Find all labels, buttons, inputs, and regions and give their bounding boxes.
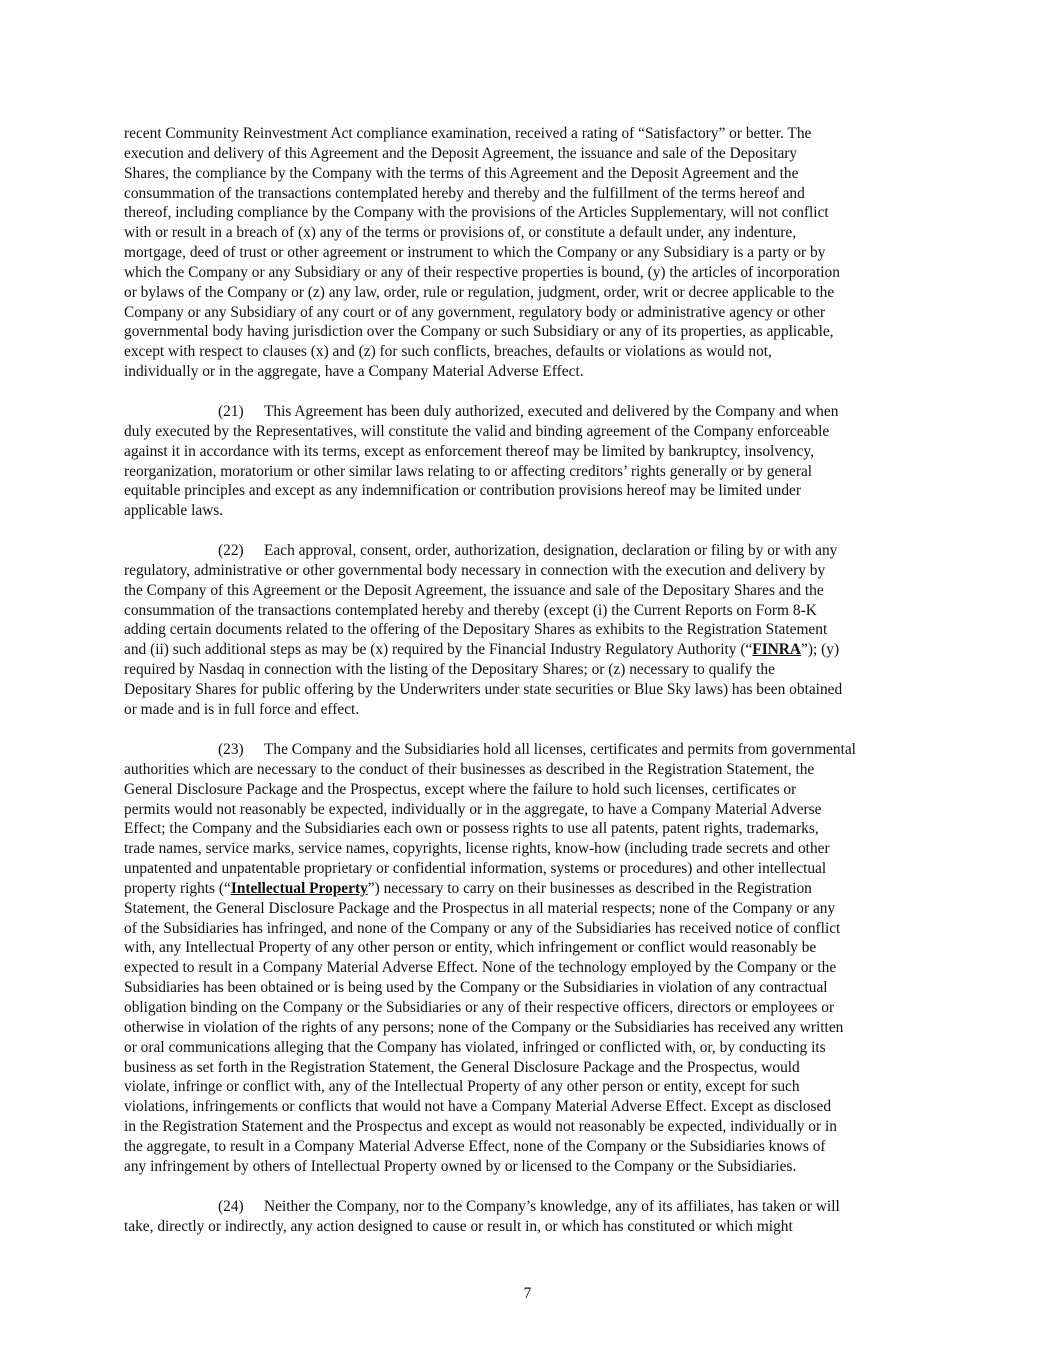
text-line: thereof, including compliance by the Company with the provisions of the Articles Supplementary, will not conflict bbox=[124, 204, 829, 222]
text-line: the aggregate, to result in a Company Material Adverse Effect, none of the Company or the Subsidiaries knows of bbox=[124, 1137, 826, 1155]
text-fragment: and (ii) such additional steps as may be (x) required by the Financial Industry Regulatory Authority (“ bbox=[124, 641, 753, 659]
text-line: Depositary Shares for public offering by the Underwriters under state securities or Blue Sky laws) has been obtained bbox=[124, 680, 843, 698]
text-fragment: ”); (y) bbox=[801, 641, 840, 659]
text-line: permits would not reasonably be expected, individually or in the aggregate, to have a Company Material Adverse bbox=[124, 800, 822, 818]
text-line: with or result in a breach of (x) any of the terms or provisions of, or constitute a default under, any indenture, bbox=[124, 224, 797, 242]
text-line: authorities which are necessary to the conduct of their businesses as described in the Registration Statement, the bbox=[124, 760, 815, 778]
text-line: reorganization, moratorium or other similar laws relating to or affecting creditors’ rights generally or by general bbox=[124, 462, 813, 480]
defined-term-intellectual-property: Intellectual Property bbox=[230, 879, 368, 897]
paragraph-number: (21) bbox=[218, 403, 244, 420]
text-line: recent Community Reinvestment Act compliance examination, received a rating of “Satisfactory” or better. The bbox=[124, 125, 812, 142]
text-fragment: property rights (“ bbox=[124, 879, 231, 897]
text-line: which the Company or any Subsidiary or any of their respective properties is bound, (y) the articles of incorporation bbox=[124, 263, 840, 281]
text-line: equitable principles and except as any indemnification or contribution provisions hereof may be limited under bbox=[124, 482, 801, 500]
text-line: take, directly or indirectly, any action designed to cause or result in, or which has constituted or which might bbox=[124, 1217, 793, 1235]
text-line: obligation binding on the Company or the Subsidiaries or any of their respective officers, directors or employees or bbox=[124, 998, 835, 1016]
text-line: or made and is in full force and effect. bbox=[124, 700, 360, 718]
text-line: Effect; the Company and the Subsidiaries each own or possess rights to use all patents, patent rights, trademarks, bbox=[124, 820, 819, 838]
text-line: regulatory, administrative or other governmental body necessary in connection with the execution and delivery by bbox=[124, 561, 826, 579]
text-line: mortgage, deed of trust or other agreement or instrument to which the Company or any Subsidiary is a party or by bbox=[124, 244, 826, 262]
text-line-content: Each approval, consent, order, authorization, designation, declaration or filing by or with any bbox=[264, 542, 838, 559]
text-fragment: ”) necessary to carry on their businesses as described in the Registration bbox=[367, 879, 812, 897]
text-line: required by Nasdaq in connection with the listing of the Depositary Shares; or (z) necessary to qualify the bbox=[124, 661, 775, 679]
text-line: adding certain documents related to the offering of the Depositary Shares as exhibits to the Registration Statement bbox=[124, 621, 828, 639]
text-line bbox=[124, 1197, 934, 1217]
text-line: with, any Intellectual Property of any other person or entity, which infringement or conflict would reasonably be bbox=[124, 939, 817, 957]
text-line: violate, infringe or conflict with, any of the Intellectual Property of any other person or entity, except for such bbox=[124, 1078, 800, 1096]
paragraph-number: (22) bbox=[218, 542, 244, 559]
text-line: expected to result in a Company Material Adverse Effect. None of the technology employed by the Company or the bbox=[124, 959, 837, 977]
text-line: unpatented and unpatentable proprietary or confidential information, systems or procedures) and other intellectual bbox=[124, 860, 827, 878]
text-line-content: The Company and the Subsidiaries hold all licenses, certificates and permits from governmental bbox=[264, 741, 856, 758]
paragraph-21 bbox=[124, 402, 934, 521]
text-line: except with respect to clauses (x) and (z) for such conflicts, breaches, defaults or violations as would not, bbox=[124, 343, 772, 361]
text-line: or oral communications alleging that the Company has violated, infringed or conflicted with, or, by conducting its bbox=[124, 1038, 826, 1056]
text-line: business as set forth in the Registration Statement, the General Disclosure Package and the Prospectus, would bbox=[124, 1058, 800, 1076]
paragraph-number: (24) bbox=[218, 1198, 244, 1215]
text-line: the Company of this Agreement or the Deposit Agreement, the issuance and sale of the Depositary Shares and the bbox=[124, 581, 824, 599]
text-line: Shares, the compliance by the Company with the terms of this Agreement and the Deposit Agreement and the bbox=[124, 164, 799, 182]
text-line: of the Subsidiaries has infringed, and none of the Company or any of the Subsidiaries has received notice of conflict bbox=[124, 919, 841, 937]
text-line-content: This Agreement has been duly authorized, executed and delivered by the Company and when bbox=[264, 403, 839, 420]
text-line: applicable laws. bbox=[124, 502, 224, 520]
text-line: General Disclosure Package and the Prospectus, except where the failure to hold such licenses, certificates or bbox=[124, 780, 797, 798]
paragraph-24 bbox=[124, 1197, 934, 1237]
text-line: trade names, service marks, service names, copyrights, license rights, know-how (including trade secrets and other bbox=[124, 840, 830, 858]
text-line bbox=[124, 402, 934, 422]
text-line bbox=[124, 541, 934, 561]
text-line: or bylaws of the Company or (z) any law, order, rule or regulation, judgment, order, writ or decree applicable to the bbox=[124, 283, 835, 301]
continuation-paragraph bbox=[124, 124, 934, 382]
paragraph-number: (23) bbox=[218, 741, 244, 758]
paragraph-22 bbox=[124, 541, 934, 720]
paragraph-23 bbox=[124, 740, 934, 1177]
text-line: violations, infringements or conflicts that would not have a Company Material Adverse Effect. Except as disclosed bbox=[124, 1098, 832, 1116]
text-line: Subsidiaries has been obtained or is being used by the Company or the Subsidiaries in violation of any contractual bbox=[124, 979, 828, 997]
text-line: consummation of the transactions contemplated hereby and thereby and the fulfillment of the terms hereof and bbox=[124, 184, 805, 202]
page-number: 7 bbox=[523, 1285, 532, 1302]
text-line-content: Neither the Company, nor to the Company’s knowledge, any of its affiliates, has taken or will bbox=[264, 1198, 840, 1215]
text-line bbox=[124, 640, 934, 660]
text-line: in the Registration Statement and the Prospectus and except as would not reasonably be expected, individually or in bbox=[124, 1118, 837, 1136]
text-line: any infringement by others of Intellectual Property owned by or licensed to the Company or the Subsidiaries. bbox=[124, 1157, 797, 1175]
text-line bbox=[124, 740, 934, 760]
text-line: consummation of the transactions contemplated hereby and thereby (except (i) the Current Reports on Form 8-K bbox=[124, 601, 817, 619]
text-line: against it in accordance with its terms, except as enforcement thereof may be limited by bankruptcy, insolvency, bbox=[124, 442, 814, 460]
text-line: duly executed by the Representatives, will constitute the valid and binding agreement of the Company enforceable bbox=[124, 422, 830, 440]
text-line: otherwise in violation of the rights of any persons; none of the Company or the Subsidiaries has received any written bbox=[124, 1018, 844, 1036]
text-line: Company or any Subsidiary of any court or of any government, regulatory body or administrative agency or other bbox=[124, 303, 825, 321]
text-line: execution and delivery of this Agreement and the Deposit Agreement, the issuance and sale of the Depositary bbox=[124, 144, 798, 162]
text-line: governmental body having jurisdiction over the Company or such Subsidiary or any of its properties, as applicable, bbox=[124, 323, 834, 341]
text-line bbox=[124, 879, 934, 899]
text-line: individually or in the aggregate, have a Company Material Adverse Effect. bbox=[124, 363, 584, 381]
defined-term-finra: FINRA bbox=[752, 641, 802, 659]
text-line: Statement, the General Disclosure Package and the Prospectus in all material respects; none of the Company or any bbox=[124, 899, 836, 917]
